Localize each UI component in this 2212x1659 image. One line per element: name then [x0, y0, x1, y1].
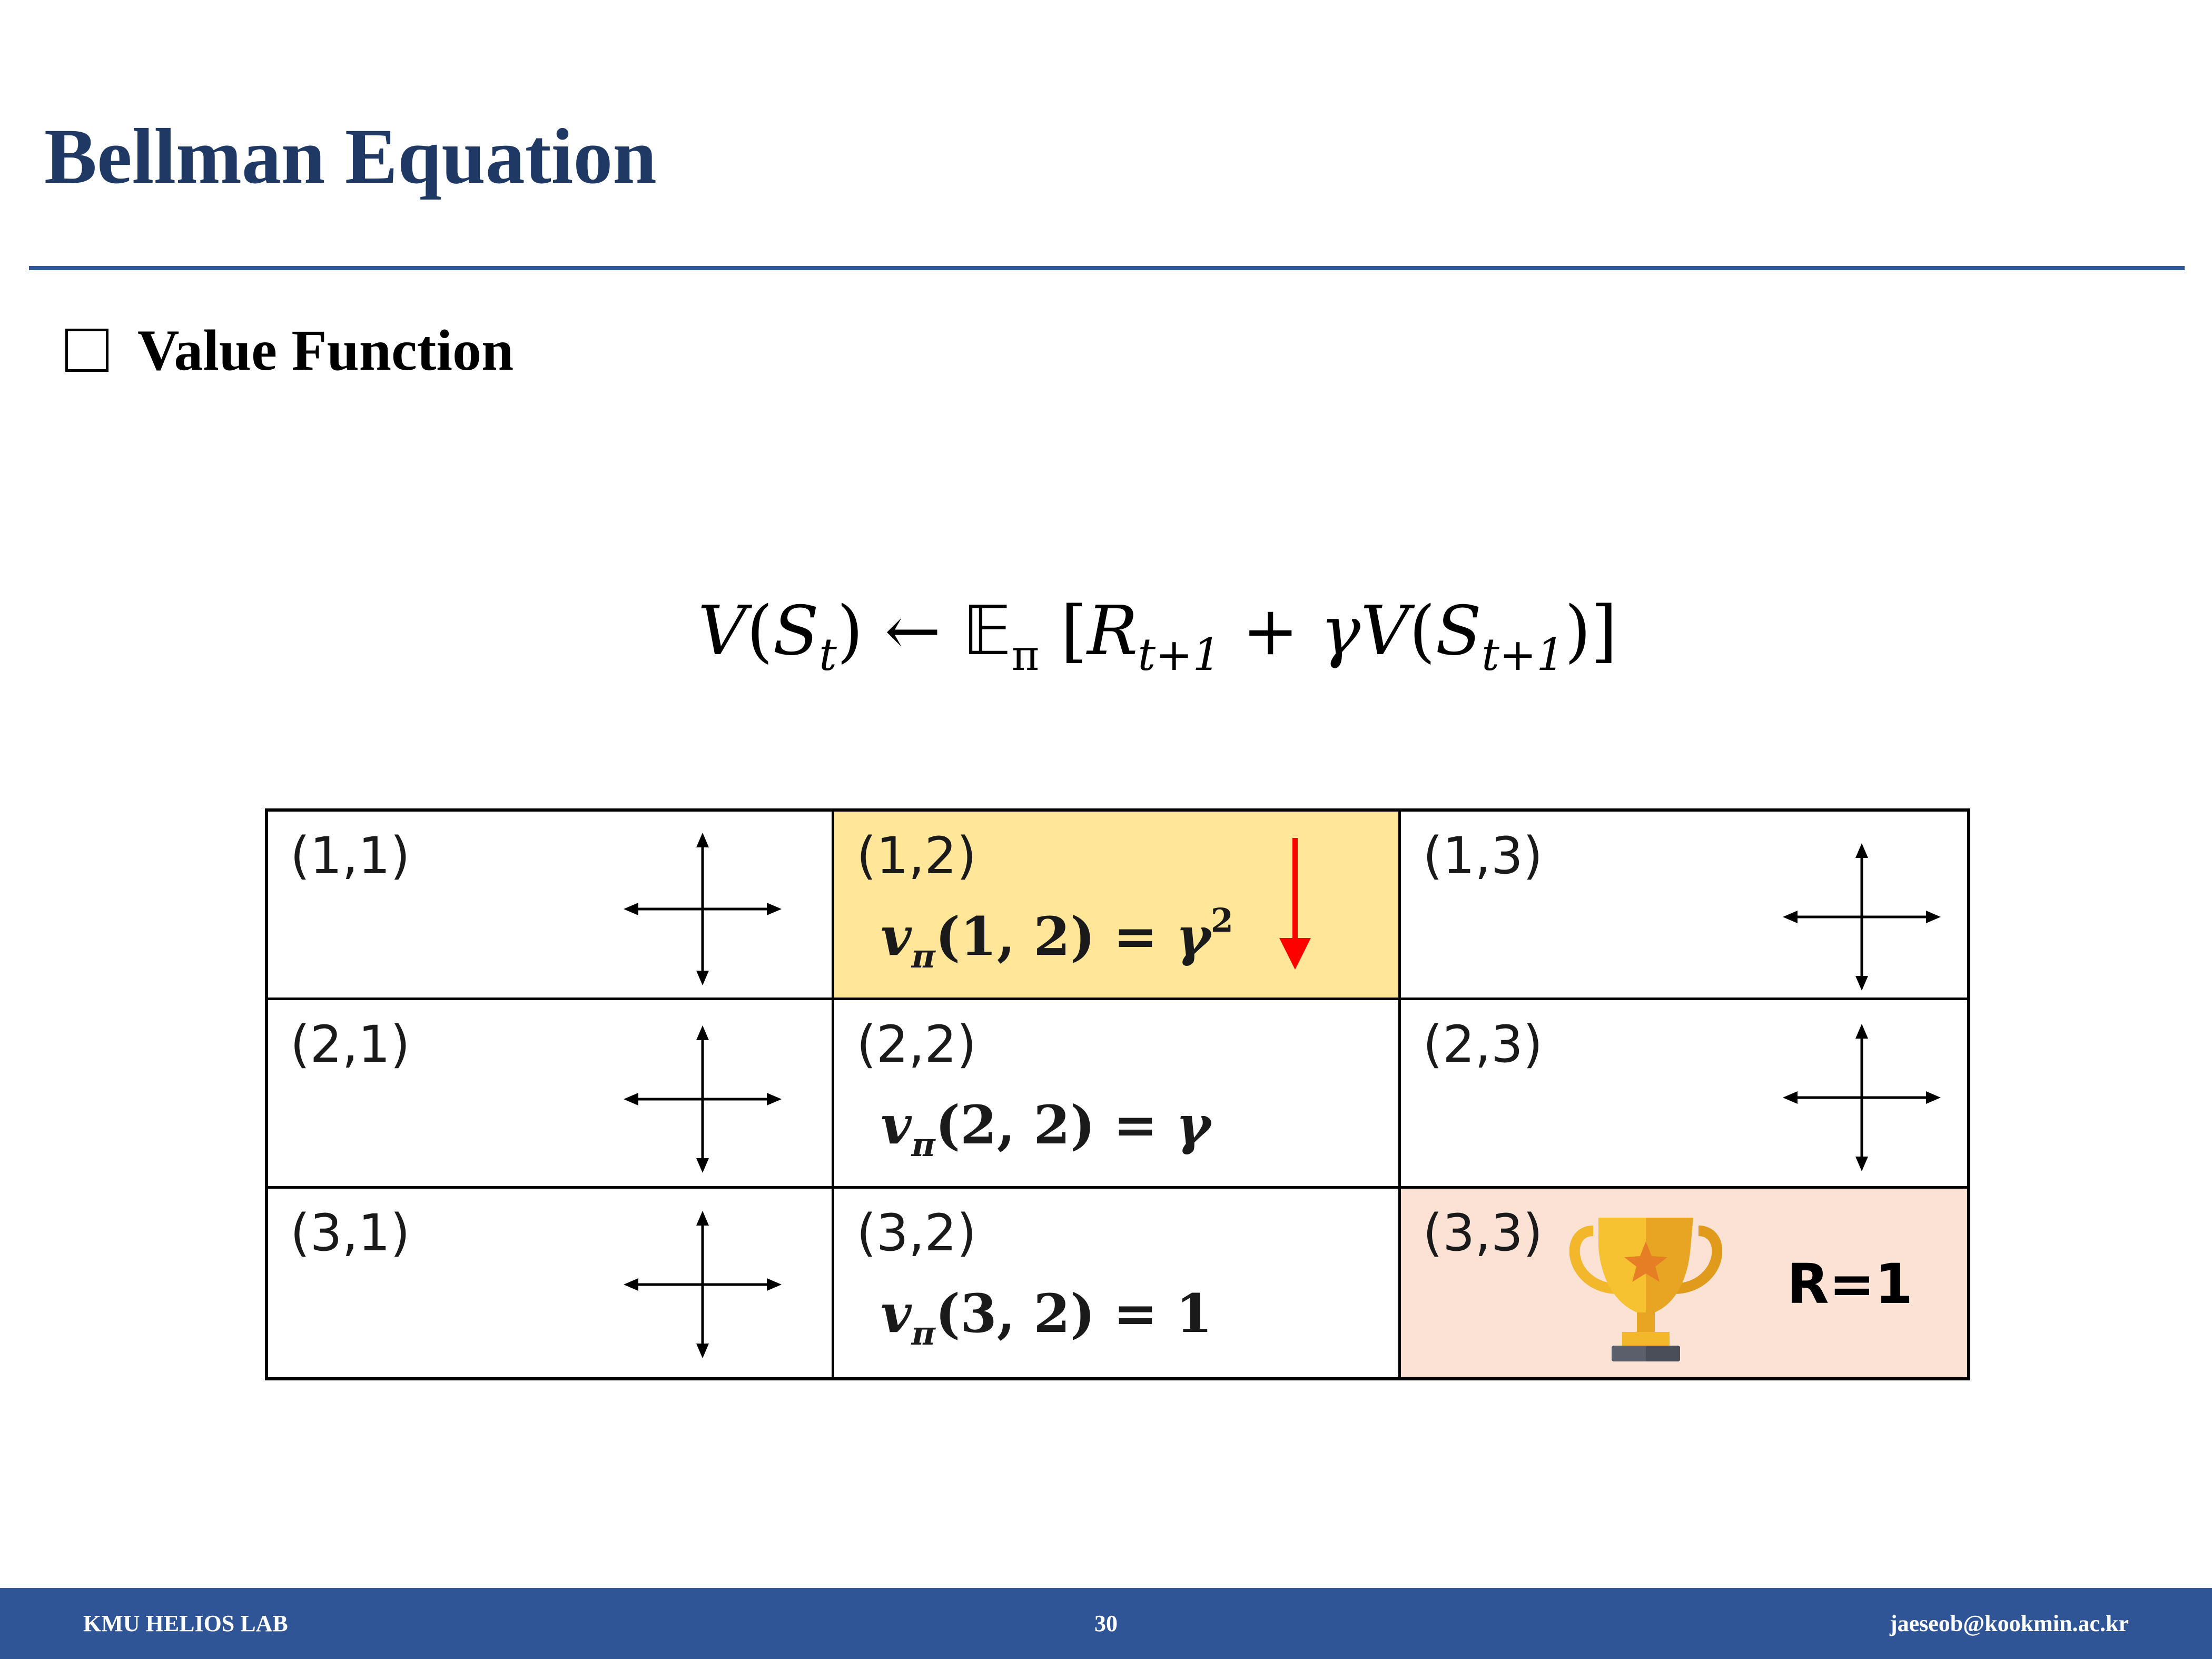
grid-cell-3-3 — [1401, 1189, 1967, 1377]
value-v: v — [881, 1282, 912, 1345]
eq-pi-sub: π — [1011, 631, 1040, 680]
state-value — [881, 1094, 1211, 1164]
cell-coord: (2,1) — [290, 1015, 410, 1074]
footer-lab-name: KMU HELIOS LAB — [83, 1611, 288, 1636]
eq-sub-r: t+1 — [1138, 629, 1221, 680]
four-way-arrow-icon — [1783, 1024, 1941, 1171]
reward-label: R=1 — [1786, 1252, 1913, 1316]
cell-coord: (1,3) — [1423, 826, 1543, 885]
value-sub: π — [911, 1125, 935, 1164]
gridworld — [265, 808, 1970, 1380]
value-args: (3, 2) = 1 — [935, 1282, 1213, 1345]
title-divider — [29, 266, 2185, 270]
eq-v2: V — [1360, 592, 1409, 670]
page-number: 30 — [1094, 1611, 1118, 1636]
bellman-equation — [698, 592, 1617, 687]
eq-arrow: ← — [884, 592, 941, 670]
square-bullet-icon — [65, 329, 108, 372]
eq-bracket: [ — [1039, 592, 1087, 670]
value-v: v — [881, 905, 912, 967]
value-args: (2, 2) = — [935, 1094, 1176, 1156]
slide-title: Bellman Equation — [44, 113, 657, 200]
value-args: (1, 2) = — [935, 905, 1176, 967]
eq-v: V — [698, 592, 747, 670]
eq-paren: ( — [746, 592, 773, 670]
eq-paren: ) — [836, 592, 885, 670]
value-sub: π — [911, 937, 935, 975]
value-sub: π — [911, 1314, 935, 1352]
cell-coord: (2,2) — [856, 1015, 976, 1074]
four-way-arrow-icon — [624, 1025, 782, 1173]
bullet-text: Value Function — [137, 318, 514, 382]
eq-plus: + — [1242, 592, 1299, 670]
four-way-arrow-icon — [624, 833, 782, 985]
cell-coord: (3,1) — [290, 1203, 410, 1262]
eq-gamma: γ — [1320, 592, 1361, 670]
eq-close: )] — [1564, 592, 1617, 670]
eq-sub-t: t — [819, 629, 837, 680]
state-value — [881, 901, 1233, 975]
four-way-arrow-icon — [624, 1211, 782, 1358]
cell-coord: (1,2) — [856, 826, 976, 885]
grid-cell-3-1 — [268, 1189, 834, 1377]
cell-coord: (2,3) — [1423, 1015, 1543, 1074]
eq-expectation: 𝔼 — [962, 592, 1012, 670]
grid-cell-2-2 — [834, 1000, 1400, 1189]
grid-cell-2-1 — [268, 1000, 834, 1189]
eq-space — [1221, 592, 1242, 670]
grid-cell-1-2 — [834, 812, 1400, 1000]
value-v: v — [881, 1094, 912, 1156]
eq-r: R — [1087, 592, 1138, 670]
down-arrow-icon — [1277, 838, 1314, 970]
eq-space — [941, 592, 963, 670]
eq-s2: S — [1435, 592, 1482, 670]
footer-email: jaeseob@kookmin.ac.kr — [1889, 1611, 2129, 1636]
four-way-arrow-icon — [1783, 843, 1941, 991]
eq-paren: ( — [1409, 592, 1436, 670]
trophy-icon — [1569, 1210, 1722, 1362]
value-gamma: γ — [1176, 1094, 1211, 1156]
grid-cell-1-3 — [1401, 812, 1967, 1000]
state-value — [881, 1282, 1213, 1352]
cell-coord: (3,2) — [856, 1203, 976, 1262]
eq-s: S — [773, 592, 819, 670]
slide-footer — [0, 1588, 2212, 1659]
cell-coord: (1,1) — [290, 826, 410, 885]
grid-cell-1-1 — [268, 812, 834, 1000]
eq-sub-t1: t+1 — [1482, 629, 1565, 680]
value-sup: 2 — [1210, 901, 1233, 940]
cell-coord: (3,3) — [1423, 1203, 1543, 1262]
grid-cell-3-2 — [834, 1189, 1400, 1377]
eq-space — [1299, 592, 1320, 670]
grid-cell-2-3 — [1401, 1000, 1967, 1189]
bullet-item — [65, 319, 514, 382]
value-gamma: γ — [1176, 905, 1211, 967]
